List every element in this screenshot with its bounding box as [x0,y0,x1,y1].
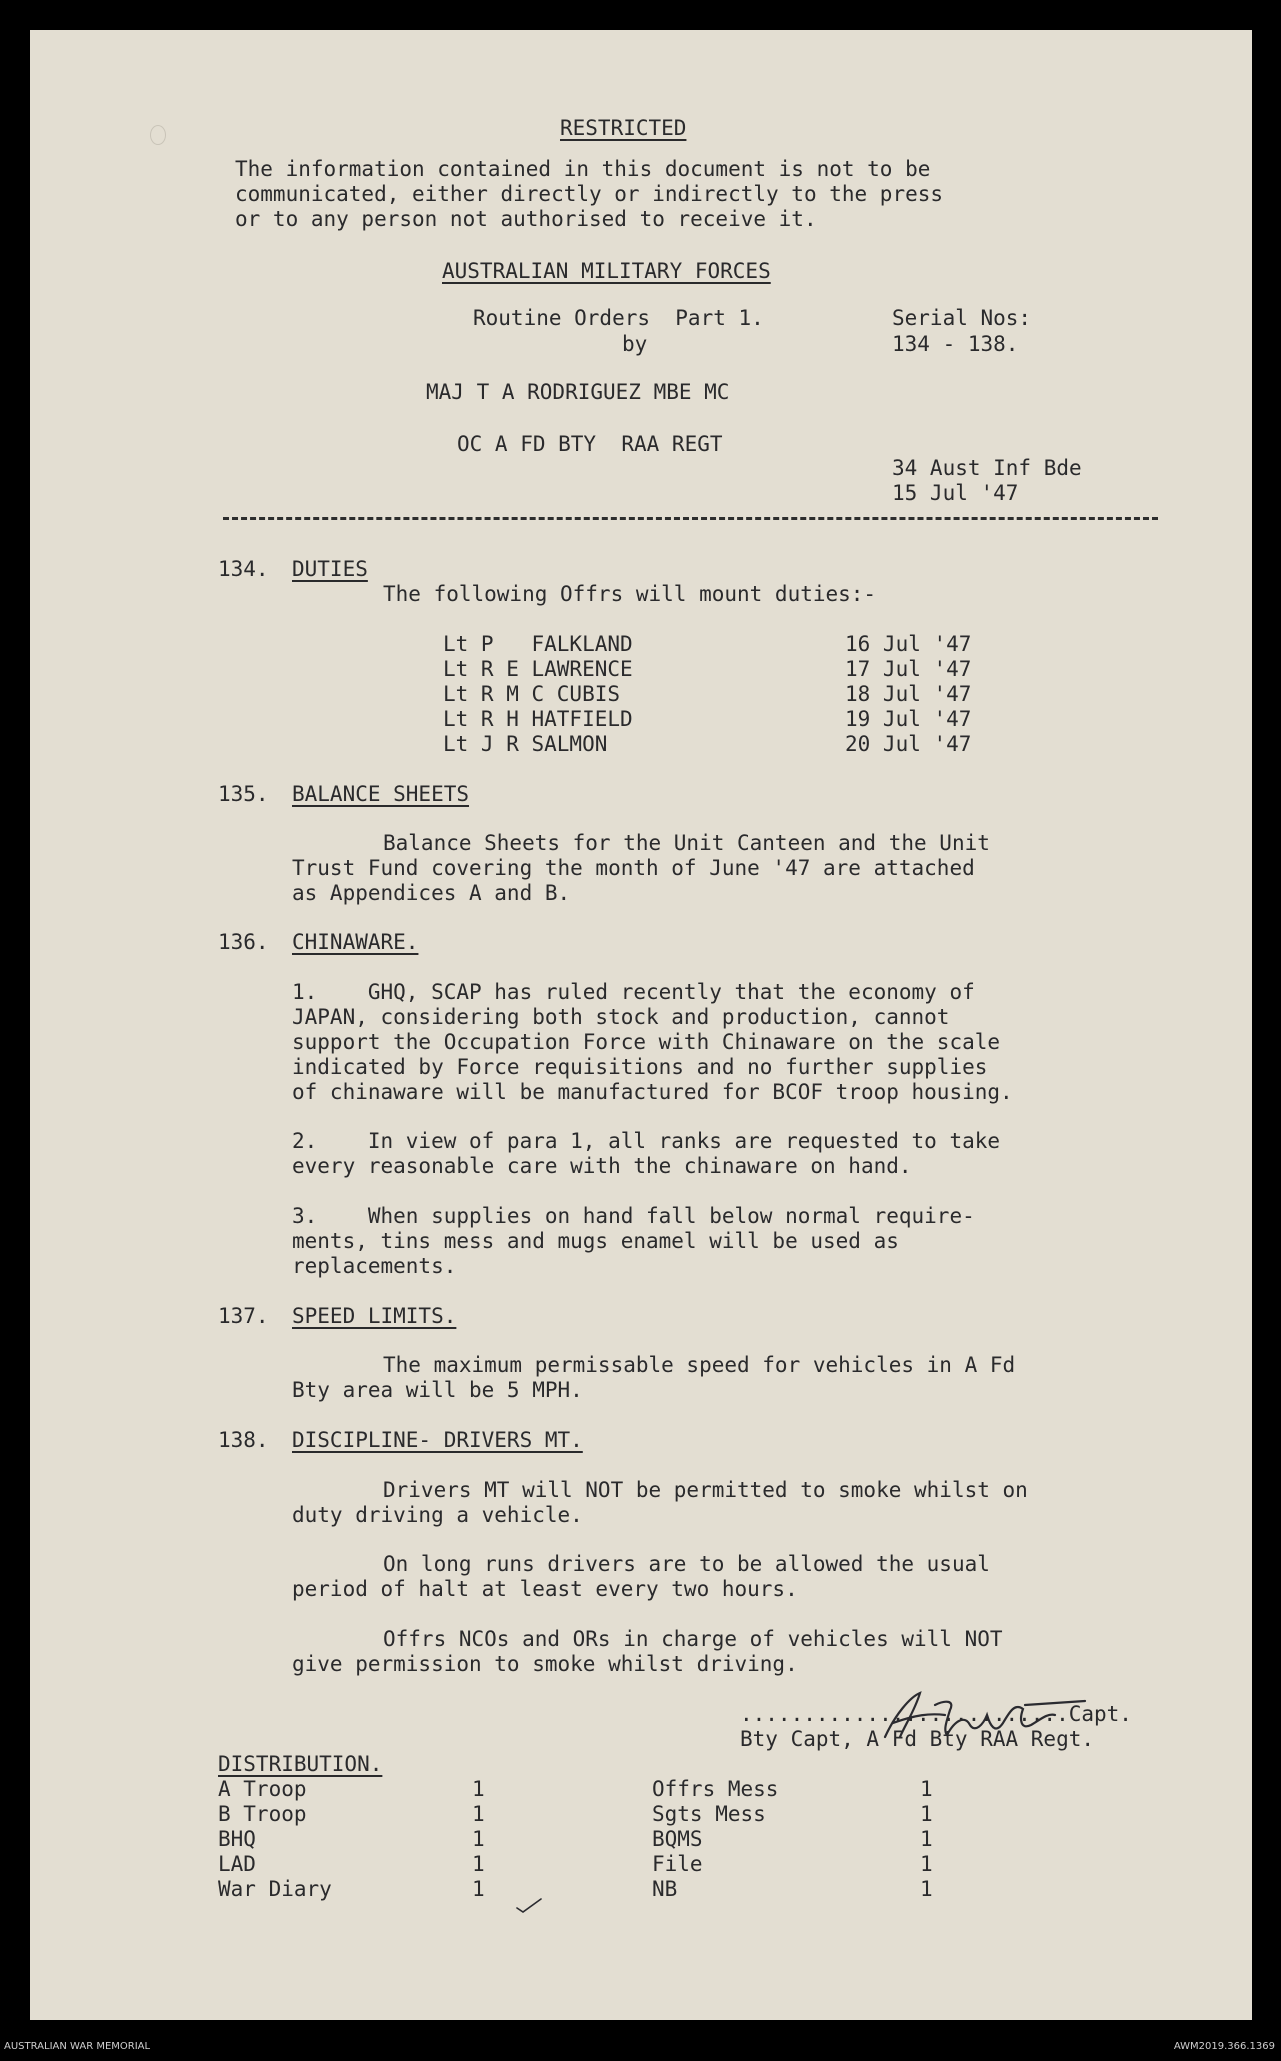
order-text: support the Occupation Force with Chinaware on the scale [292,1030,1001,1054]
order-number: 137. [218,1304,269,1328]
duty-date: 16 Jul '47 [845,632,972,656]
distribution-qty: 1 [472,1802,485,1826]
distribution-qty: 1 [920,1852,933,1876]
order-text: Bty area will be 5 MPH. [292,1378,583,1402]
force-heading: AUSTRALIAN MILITARY FORCES [442,259,771,283]
order-text: Drivers MT will NOT be permitted to smoke whilst on [383,1478,1028,1502]
issuing-officer: MAJ T A RODRIGUEZ MBE MC [426,380,730,404]
distribution-qty: 1 [472,1777,485,1801]
distribution-qty: 1 [920,1827,933,1851]
archive-credit: AUSTRALIAN WAR MEMORIAL [4,2041,151,2052]
order-text: JAPAN, considering both stock and production, cannot [292,1005,950,1029]
serial-label: Serial Nos: [892,306,1032,330]
distribution-qty: 1 [920,1802,933,1826]
duty-officer: Lt R M C CUBIS [443,682,621,706]
duty-date: 20 Jul '47 [845,732,972,756]
distribution-recipient: B Troop [218,1802,307,1826]
distribution-recipient: A Troop [218,1777,307,1801]
order-text: give permission to smoke whilst driving. [292,1652,798,1676]
order-text: The maximum permissable speed for vehicles in A Fd [383,1353,1016,1377]
duty-date: 18 Jul '47 [845,682,972,706]
orders-by: by [622,332,648,356]
separator-rule [223,517,1158,520]
order-text: replacements. [292,1254,457,1278]
order-text: The following Offrs will mount duties:- [383,582,877,606]
order-text: every reasonable care with the chinaware on hand. [292,1154,912,1178]
distribution-qty: 1 [472,1827,485,1851]
order-number: 134. [218,557,269,581]
order-text: period of halt at least every two hours. [292,1577,798,1601]
signature-designation: Bty Capt, A Fd Bty RAA Regt. [740,1727,1095,1751]
distribution-recipient: BHQ [218,1827,256,1851]
order-title: CHINAWARE. [292,930,419,954]
paper-mark [150,125,166,145]
order-text: Balance Sheets for the Unit Canteen and the Unit [383,831,990,855]
order-text: Offrs NCOs and ORs in charge of vehicles will NOT [383,1627,1003,1651]
order-text: of chinaware will be manufactured for BCOF troop housing. [292,1080,1013,1104]
order-text: Trust Fund covering the month of June '47 are attached [292,856,975,880]
duty-date: 17 Jul '47 [845,657,972,681]
distribution-recipient: Offrs Mess [652,1777,779,1801]
signature-line: ..........................Capt. [740,1702,1132,1726]
archive-reference: AWM2019.366.1369 [1173,2041,1275,2052]
distribution-recipient: War Diary [218,1877,332,1901]
duty-officer: Lt P FALKLAND [443,632,633,656]
order-number: 136. [218,930,269,954]
order-text: ments, tins mess and mugs enamel will be used as [292,1229,899,1253]
order-number: 138. [218,1428,269,1452]
distribution-recipient: Sgts Mess [652,1802,766,1826]
order-text: 1. GHQ, SCAP has ruled recently that the economy of [292,980,975,1004]
notice-line: communicated, either directly or indirectly to the press [235,182,944,206]
order-title: SPEED LIMITS. [292,1304,457,1328]
order-text: On long runs drivers are to be allowed the usual [383,1552,990,1576]
document-page [30,30,1252,2020]
formation: 34 Aust Inf Bde [892,456,1082,480]
order-text: as Appendices A and B. [292,881,571,905]
distribution-qty: 1 [472,1852,485,1876]
notice-line: or to any person not authorised to receive it. [235,207,817,231]
issue-date: 15 Jul '47 [892,481,1019,505]
classification-heading: RESTRICTED [560,116,687,140]
distribution-recipient: NB [652,1877,678,1901]
distribution-qty: 1 [920,1777,933,1801]
order-number: 135. [218,782,269,806]
distribution-recipient: File [652,1852,703,1876]
distribution-qty: 1 [472,1877,485,1901]
duty-officer: Lt J R SALMON [443,732,608,756]
distribution-heading: DISTRIBUTION. [218,1752,383,1776]
notice-line: The information contained in this document is not to be [235,157,931,181]
order-text: duty driving a vehicle. [292,1503,583,1527]
order-title: DISCIPLINE- DRIVERS MT. [292,1428,583,1452]
distribution-recipient: BQMS [652,1827,703,1851]
order-title: BALANCE SHEETS [292,782,470,806]
orders-line: Routine Orders Part 1. [473,306,764,330]
distribution-recipient: LAD [218,1852,256,1876]
order-text: 2. In view of para 1, all ranks are requested to take [292,1129,1001,1153]
order-title: DUTIES [292,557,368,581]
duty-officer: Lt R E LAWRENCE [443,657,633,681]
duty-date: 19 Jul '47 [845,707,972,731]
officer-unit: OC A FD BTY RAA REGT [457,432,723,456]
order-text: indicated by Force requisitions and no further supplies [292,1055,988,1079]
serial-range: 134 - 138. [892,332,1019,356]
order-text: 3. When supplies on hand fall below normal require- [292,1204,975,1228]
distribution-qty: 1 [920,1877,933,1901]
checkmark-icon [515,1896,543,1914]
duty-officer: Lt R H HATFIELD [443,707,633,731]
